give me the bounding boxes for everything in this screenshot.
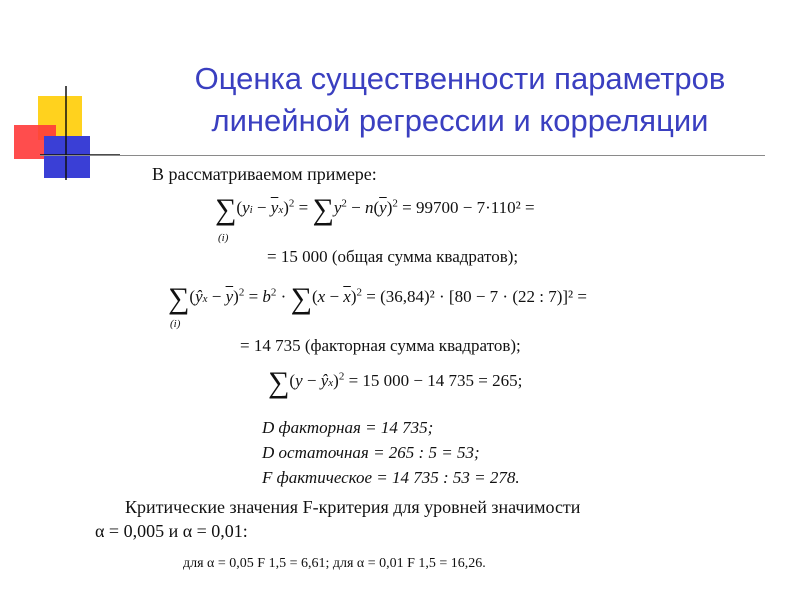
critical-f-values: для α = 0,05 F 1,5 = 6,61; для α = 0,01 F 1,5 = 16,26. bbox=[183, 556, 486, 571]
equation-2-result: = 14 735 (факторная сумма квадратов); bbox=[240, 336, 521, 355]
title-line-2: линейной регрессии и корреляции bbox=[211, 103, 709, 138]
sum-index-1: (i) bbox=[218, 232, 229, 244]
sum-index-2: (i) bbox=[170, 318, 181, 330]
equation-total-ss: $\sum(yi - \overline{y}x)^2 = \sum y^2 - n(\overline{y})^2 = 99700 - 7\cdot 110^2$ = bbox=[215, 193, 535, 226]
equation-1-result: = 15 000 (общая сумма квадратов); bbox=[267, 247, 519, 266]
equation-residual-ss: ∑(y − ŷx)$^2$ = 15 000 − 14 735 = 265; bbox=[268, 366, 523, 399]
f-actual: F фактическое = 14 735 : 53 = 278. bbox=[262, 468, 520, 487]
blue-square bbox=[44, 136, 90, 178]
intro-text: В рассматриваемом примере: bbox=[152, 164, 377, 184]
equation-2-value: = (36,84)² · [80 − 7 · (22 : 7)]² = bbox=[366, 287, 587, 306]
title-divider bbox=[40, 155, 765, 156]
equation-3-value: = 15 000 − 14 735 = 265; bbox=[348, 371, 523, 390]
decorative-squares bbox=[0, 0, 120, 190]
critical-values-text: Критические значения F-критерия для уровней значимости bbox=[125, 497, 581, 517]
equation-factor-ss: ∑(ŷx − $\overline{y})^2 = b^2 \cdot \sum(x - \overline{x})^2 = (36,84)^2 \cdot [80 - 7 \cdot (22$ : 7)]² = bbox=[168, 282, 587, 315]
d-factor: D факторная = 14 735; bbox=[262, 418, 434, 437]
equation-1-value: = 99700 − 7·110² = bbox=[402, 198, 535, 217]
alpha-levels: α = 0,005 и α = 0,01: bbox=[95, 521, 248, 541]
page-title bbox=[120, 58, 800, 142]
title-line-1: Оценка существенности параметров bbox=[194, 61, 726, 96]
d-residual: D остаточная = 265 : 5 = 53; bbox=[262, 443, 480, 462]
